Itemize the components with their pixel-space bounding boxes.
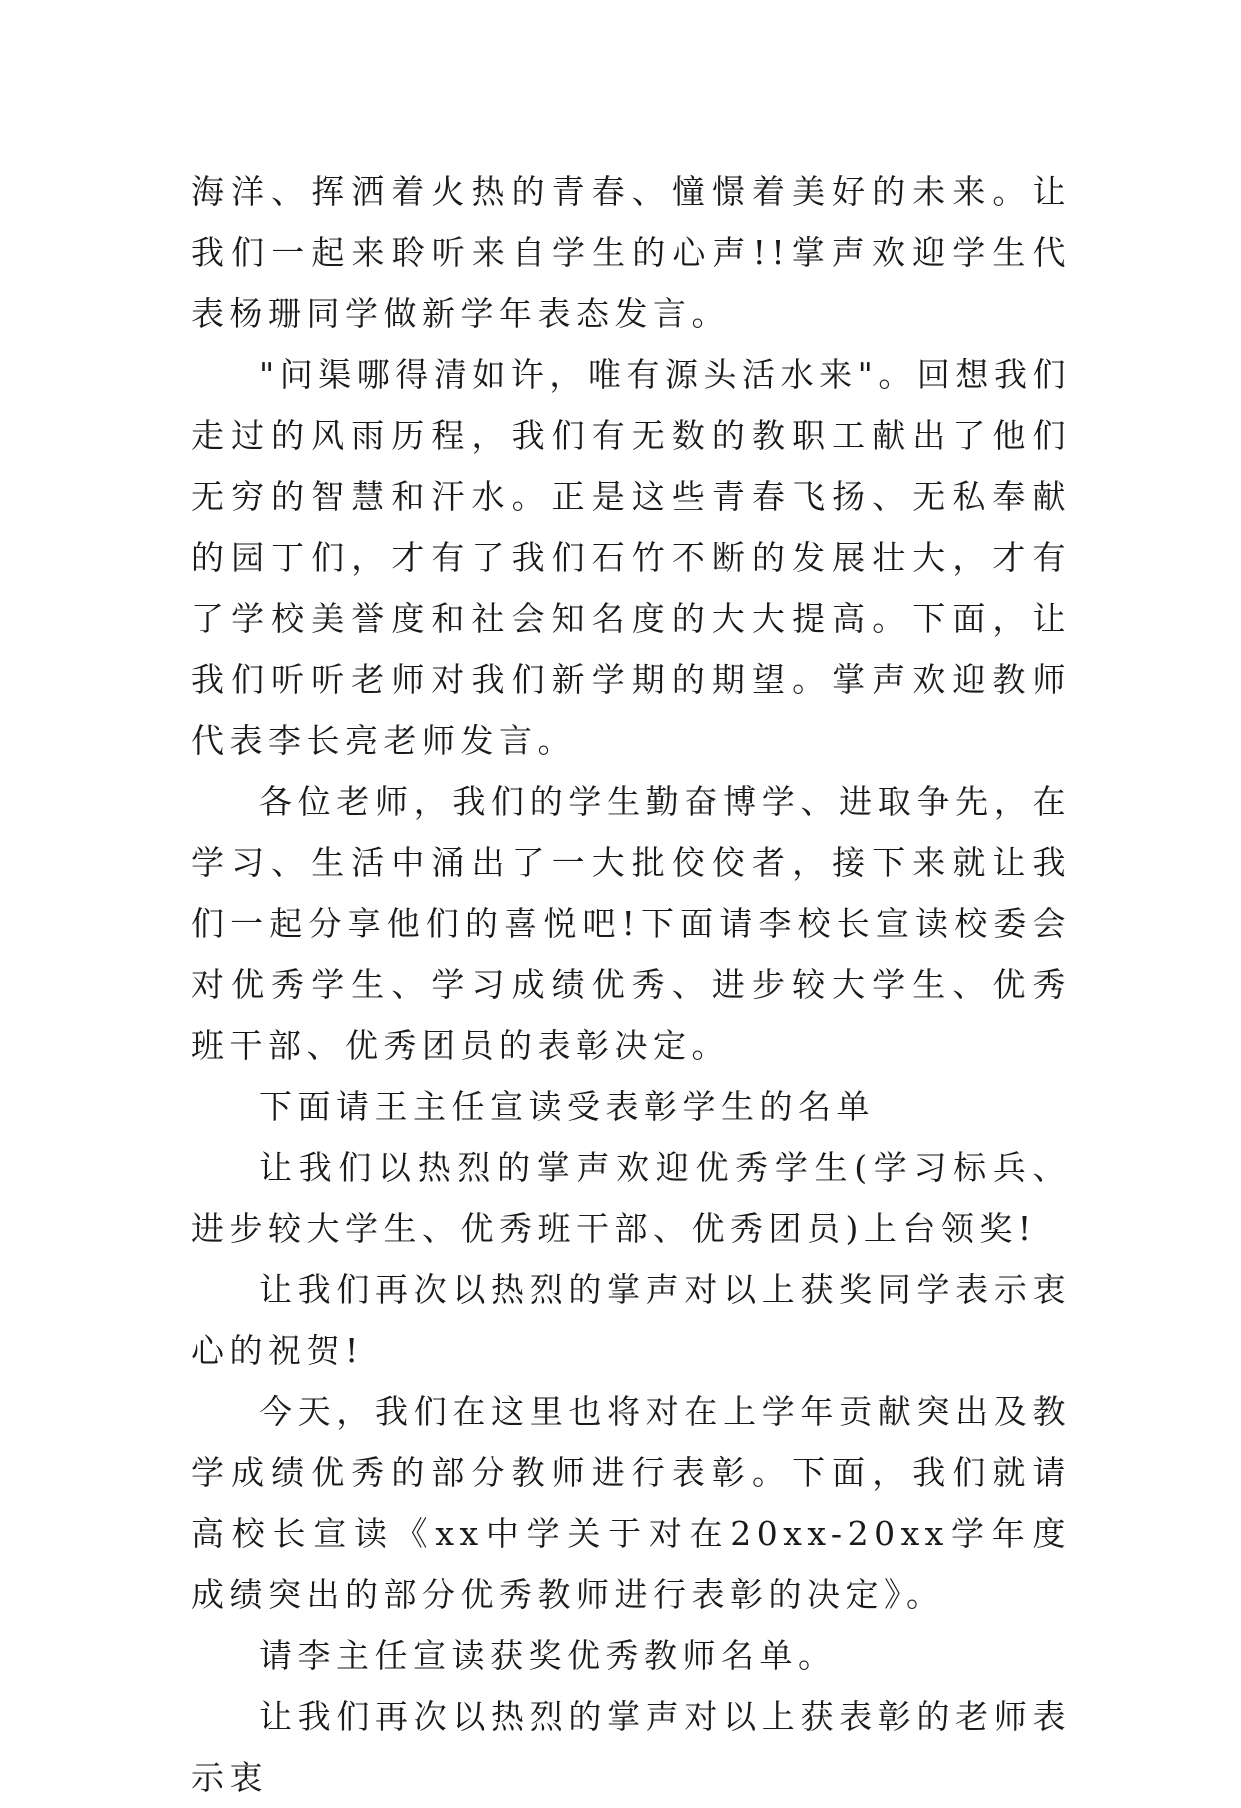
paragraph-2: "问渠哪得清如许，唯有源头活水来"。回想我们走过的风雨历程，我们有无数的教职工献出了他们无穷的智慧和汗水。正是这些青春飞扬、无私奉献的园丁们，才有了我们石竹不断的发展壮大，才有了学校美誉度和社会知名度的大大提高。下面，让我们听听老师对我们新学期的期望。掌声欢迎教师代表李长亮老师发言。 (191, 355, 1071, 760)
paragraph-3: 各位老师，我们的学生勤奋博学、进取争先，在学习、生活中涌出了一大批佼佼者，接下来就让我们一起分享他们的喜悦吧!下面请李校长宣读校委会对优秀学生、学习成绩优秀、进步较大学生、优秀班干部、优秀团员的表彰决定。 (191, 782, 1071, 1065)
document-body (191, 161, 1071, 1808)
paragraph-9: 让我们再次以热烈的掌声对以上获表彰的老师表示衷 (191, 1697, 1071, 1797)
paragraph-7: 今天，我们在这里也将对在上学年贡献突出及教学成绩优秀的部分教师进行表彰。下面，我们就请高校长宣读《xx中学关于对在20xx-20xx学年度成绩突出的部分优秀教师进行表彰的决定》。 (191, 1392, 1071, 1614)
paragraph-1: 海洋、挥洒着火热的青春、憧憬着美好的未来。让我们一起来聆听来自学生的心声!!掌声欢迎学生代表杨珊同学做新学年表态发言。 (191, 172, 1071, 333)
paragraph-5: 让我们以热烈的掌声欢迎优秀学生(学习标兵、进步较大学生、优秀班干部、优秀团员)上台领奖! (191, 1148, 1071, 1248)
paragraph-6: 让我们再次以热烈的掌声对以上获奖同学表示衷心的祝贺! (191, 1270, 1071, 1370)
paragraph-8: 请李主任宣读获奖优秀教师名单。 (259, 1636, 837, 1675)
paragraph-4: 下面请王主任宣读受表彰学生的名单 (259, 1087, 875, 1126)
